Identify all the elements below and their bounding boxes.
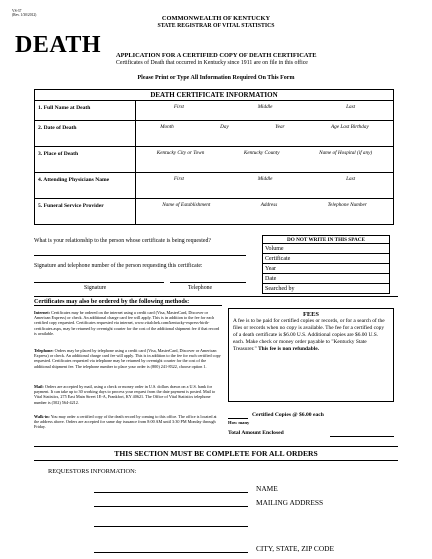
walkin-method: [34, 414, 222, 430]
form-number-line-1: VS-37: [12, 9, 22, 13]
hospital-hint: Name of Hospital (if any): [319, 150, 373, 156]
full-name-first-hint: First: [173, 104, 184, 110]
funeral-provider-field[interactable]: [136, 199, 394, 225]
physician-label: 4. Attending Physicians Name: [35, 173, 136, 199]
office-use-header: DO NOT WRITE IN THIS SPACE: [263, 236, 390, 244]
address-hint: Address: [260, 202, 278, 208]
methods-title: Certificates may also be ordered by the following methods:: [34, 298, 190, 305]
divider-top: [34, 296, 398, 297]
office-date: Date: [263, 274, 390, 284]
full-name-last-hint: Last: [346, 104, 356, 110]
office-volume: Volume: [263, 244, 390, 254]
death-month-hint: Month: [160, 124, 174, 130]
death-day-hint: Day: [220, 124, 229, 130]
office-searched-by: Searched by: [263, 284, 390, 294]
fees-nonrefundable: This fee is non refundable.: [258, 346, 319, 352]
date-of-death-label: 2. Date of Death: [35, 121, 136, 147]
instructions: Please Print or Type All Information Required On This Form: [137, 75, 295, 81]
divider-footer-2: [34, 460, 398, 461]
physician-middle-hint: Middle: [257, 176, 273, 182]
mail-label: Mail:: [34, 384, 44, 389]
telephone-method-label: Telephone:: [34, 348, 54, 353]
signature-input-line[interactable]: [34, 282, 164, 283]
death-certificate-info-table: [34, 89, 394, 225]
physician-first-hint: First: [173, 176, 184, 182]
application-heading: APPLICATION FOR A CERTIFIED COPY OF DEATH CERTIFICATE: [116, 52, 317, 59]
info-table-title: DEATH CERTIFICATE INFORMATION: [35, 90, 394, 101]
address-line-2[interactable]: [94, 526, 248, 527]
death-title: DEATH: [15, 32, 102, 58]
office-use-box: [262, 235, 390, 294]
office-certificate: Certificate: [263, 254, 390, 264]
telephone-method: [34, 348, 222, 369]
place-of-death-field[interactable]: [136, 147, 394, 173]
mailing-address-label: MAILING ADDRESS: [256, 498, 324, 507]
walkin-text: You may order a certified copy of the death record by coming to this office. The office is located at the address above. Orders are accepted for same day issuance from 8:00 AM until 3:30 PM Monday through Friday.: [34, 414, 217, 430]
age-hint: Age Last Birthday: [331, 124, 369, 130]
commonwealth-heading: COMMONWEALTH OF KENTUCKY: [161, 15, 271, 22]
telephone-caption: Telephone: [188, 285, 213, 291]
how-many-label: How many: [228, 420, 250, 425]
signature-question: Signature and telephone number of the person requesting this certificate:: [34, 263, 203, 269]
certified-copies-label: Certified Copies @ $6.00 each: [252, 412, 324, 418]
registrar-heading: STATE REGISTRAR OF VITAL STATISTICS: [157, 23, 275, 29]
relationship-input-line[interactable]: [34, 255, 246, 256]
fees-box: [228, 308, 394, 402]
city-hint: Kentucky City or Town: [156, 150, 205, 156]
divider-methods: [34, 305, 222, 306]
must-complete-heading: THIS SECTION MUST BE COMPLETE FOR ALL ORDERS: [114, 449, 318, 458]
internet-label: Internet:: [34, 310, 51, 315]
fees-title: FEES: [303, 311, 319, 318]
date-of-death-field[interactable]: [136, 121, 394, 147]
fees-text: A fee is to be paid for certified copies or records, or for a search of the files or records when no copy is available. The fee for a certified copy of a death certificate is $6.00 U.S. Additional copies are $6.00 U.S. each. Make check or money order payable to "Kentucky State Treasurer.": [233, 318, 385, 352]
name-label: NAME: [256, 484, 278, 493]
funeral-provider-label: 5. Funeral Service Provider: [35, 199, 136, 225]
internet-text: Certificates may be ordered on the internet using a credit card (Visa, MasterCard, Discover or American Express) or check. An additional charge card fee will apply. This is in addition to the fee for each certified copy requested. Certificates requested via internet, www.vitalchek.com/kentucky-express-birth-certificates.aspx, may be returned by overnight courier for the cost of the additional shipment fee if that record is available.: [34, 310, 220, 336]
walkin-label: Walk-in:: [34, 414, 50, 419]
internet-method: [34, 310, 222, 336]
place-of-death-label: 3. Place of Death: [35, 147, 136, 173]
county-hint: Kentucky County: [243, 150, 280, 156]
divider-footer: [34, 446, 398, 447]
application-subtitle: Certificates of Death that occurred in Kentucky since 1911 are on file in this office: [116, 60, 308, 66]
total-amount-label: Total Amount Enclosed: [228, 430, 284, 436]
form-number-line-2: (Rev. 1/30/2012): [12, 13, 37, 18]
full-name-middle-hint: Middle: [257, 104, 273, 110]
city-state-zip-label: CITY, STATE, ZIP CODE: [256, 544, 335, 553]
relationship-question: What is your relationship to the person whose certificate is being requested?: [34, 238, 211, 244]
signature-caption: Signature: [84, 285, 107, 291]
city-state-zip-input-line[interactable]: [94, 552, 248, 553]
telephone-hint: Telephone Number: [327, 202, 367, 208]
mailing-address-input-line[interactable]: [94, 506, 248, 507]
telephone-method-text: Orders may be placed by telephone using a credit card (Visa, MasterCard, Discover or American Express) or check. An additional charge card fee will apply. This is in addition to the fee for each certified copy requested. Certificates requested via telephone may be returned by overnight courier for the cost of the additional shipment fee. The telephone number to place your order is (800) 241-8322, choose option 1.: [34, 348, 221, 369]
physician-field[interactable]: [136, 173, 394, 199]
establishment-hint: Name of Establishment: [162, 202, 211, 208]
death-year-hint: Year: [275, 124, 285, 130]
total-amount-input[interactable]: [330, 436, 394, 437]
full-name-label: 1. Full Name at Death: [35, 101, 136, 121]
mail-text: Orders are accepted by mail, using a check or money order in U.S. dollars drawn on a U.S. bank for payment. It can take up to 30 working days to process your request from the date payment is posted. Mail to Vital Statistics, 275 East Main Street 1E-A, Frankfort, KY 40621. The Office of Vital Statistics telephone number is (502) 564-4212.: [34, 384, 216, 405]
office-year: Year: [263, 264, 390, 274]
physician-last-hint: Last: [346, 176, 356, 182]
mail-method: [34, 384, 222, 405]
certified-copies-input[interactable]: [228, 418, 248, 419]
telephone-input-line[interactable]: [170, 282, 246, 283]
requestors-heading: REQUESTORS INFORMATION:: [48, 468, 137, 475]
full-name-field[interactable]: [136, 101, 394, 121]
name-input-line[interactable]: [94, 492, 248, 493]
